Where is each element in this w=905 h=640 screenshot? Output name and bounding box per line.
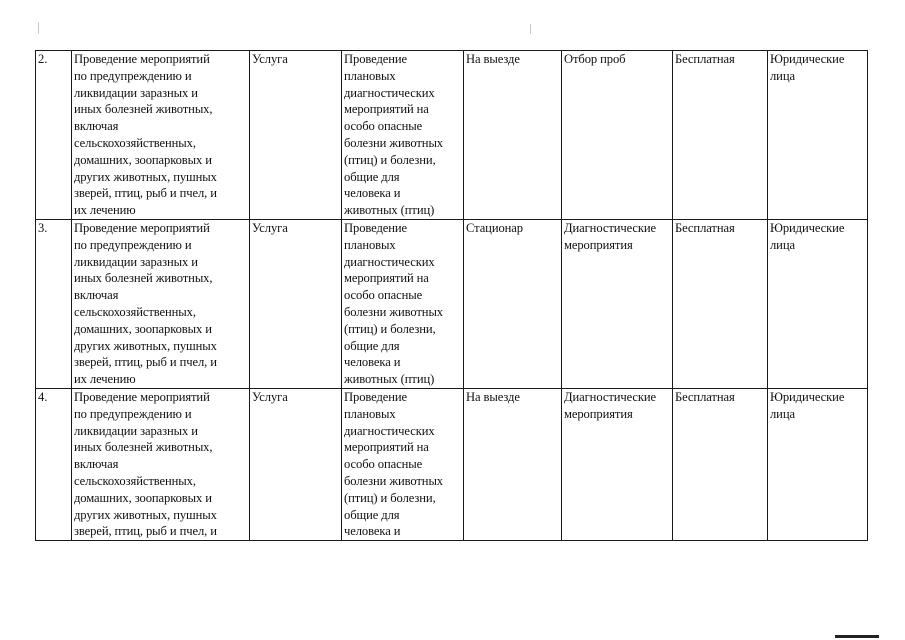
service-recipient: Юридические лица: [768, 51, 868, 220]
service-name: Проведение мероприятий по предупреждению и ликвидации заразных и иных болезней животных, включая сельскохозяйственных, домашних, зоопарковых и других животных, пушных зверей, птиц, рыб и пчел, и их лечению: [72, 219, 250, 388]
services-table: [35, 50, 868, 541]
service-recipient: Юридические лица: [768, 388, 868, 540]
service-activity: Отбор проб: [562, 51, 673, 220]
table-row: [36, 51, 868, 220]
service-place: Стационар: [464, 219, 562, 388]
service-activity: Диагностические мероприятия: [562, 219, 673, 388]
service-type: Услуга: [250, 219, 342, 388]
service-place: На выезде: [464, 388, 562, 540]
service-description: Проведение плановых диагностических мероприятий на особо опасные болезни животных (птиц) и болезни, общие для человека и животных (птиц): [342, 219, 464, 388]
table-row: [36, 388, 868, 540]
service-recipient: Юридические лица: [768, 219, 868, 388]
service-type: Услуга: [250, 51, 342, 220]
service-payment: Бесплатная: [673, 219, 768, 388]
service-payment: Бесплатная: [673, 51, 768, 220]
scan-edge-mark: [835, 635, 879, 638]
scan-artifact-mid: [530, 24, 531, 34]
service-description: Проведение плановых диагностических мероприятий на особо опасные болезни животных (птиц) и болезни, общие для человека и: [342, 388, 464, 540]
service-name: Проведение мероприятий по предупреждению и ликвидации заразных и иных болезней животных, включая сельскохозяйственных, домашних, зоопарковых и других животных, пушных зверей, птиц, рыб и пчел, и: [72, 388, 250, 540]
service-type: Услуга: [250, 388, 342, 540]
service-description: Проведение плановых диагностических мероприятий на особо опасные болезни животных (птиц) и болезни, общие для человека и животных (птиц): [342, 51, 464, 220]
row-number: 4.: [36, 388, 72, 540]
service-payment: Бесплатная: [673, 388, 768, 540]
table-row: [36, 219, 868, 388]
row-number: 3.: [36, 219, 72, 388]
row-number: 2.: [36, 51, 72, 220]
service-activity: Диагностические мероприятия: [562, 388, 673, 540]
scan-artifact-left: [38, 22, 39, 34]
service-name: Проведение мероприятий по предупреждению и ликвидации заразных и иных болезней животных, включая сельскохозяйственных, домашних, зоопарковых и других животных, пушных зверей, птиц, рыб и пчел, и их лечению: [72, 51, 250, 220]
service-place: На выезде: [464, 51, 562, 220]
